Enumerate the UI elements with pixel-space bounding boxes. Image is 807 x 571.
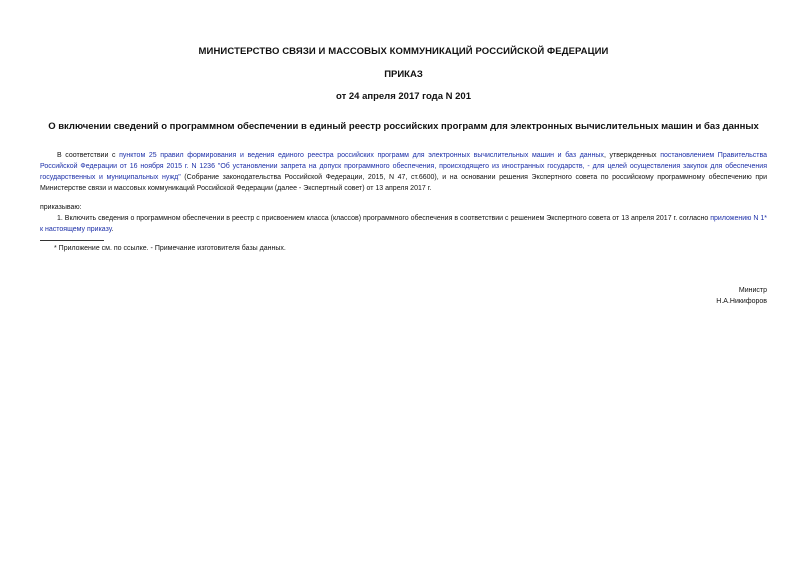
ministry-name: МИНИСТЕРСТВО СВЯЗИ И МАССОВЫХ КОММУНИКАЦИЙ РОССИЙСКОЙ ФЕДЕРАЦИИ [198, 46, 609, 57]
preamble-text-1: В соответствии с [57, 152, 120, 159]
rules-link[interactable]: пунктом 25 правил формирования и ведения единого реестра российских программ для электронных вычислительных машин и баз данных [119, 152, 604, 159]
item-1-text: 1. Включить сведения о программном обеспечении в реестр с присвоением класса (классов) программного обеспечения в соответствии с решением Экспертного совета от 13 апреля 2017 г. согласно [57, 215, 711, 222]
appendix-link[interactable]: приложению N 1* к настоящему приказу [40, 215, 767, 233]
signatory-name: Н.А.Никифоров [716, 298, 767, 305]
item-1-end: . [111, 226, 114, 233]
order-heading: ПРИКАЗ [384, 69, 423, 80]
preamble-text-2: , утвержденных [603, 152, 661, 159]
government-decree-link[interactable]: постановлением Правительства Российской Федерации от 16 ноября 2015 г. N 1236 "Об установлении запрета на допуск программного обеспечения, происходящего из иностранных государств, - для целей осуществления закупок для обеспечения государственных и муниципальных нужд" [40, 152, 767, 181]
signatory-role: Министр [738, 287, 767, 294]
order-date: от 24 апреля 2017 года N 201 [336, 91, 471, 102]
preamble-text-3: (Собрание законодательства Российской Федерации, 2015, N 47, ст.6600), и на основании решения Экспертного совета по российскому программному обеспечению при Министерстве связи и массовых коммуникаций Российской Федерации (далее - Экспертный совет) от 13 апреля 2017 г. [40, 174, 767, 192]
preamble-paragraph [40, 150, 767, 194]
order-item-1 [40, 213, 767, 235]
footnote-divider [40, 240, 104, 241]
order-title: О включении сведений о программном обеспечении в единый реестр российских программ для электронных вычислительных машин и баз данных [48, 121, 759, 132]
footnote: * Приложение см. по ссылке. - Примечание изготовителя базы данных. [54, 245, 286, 252]
orders-word: приказываю: [40, 204, 82, 211]
